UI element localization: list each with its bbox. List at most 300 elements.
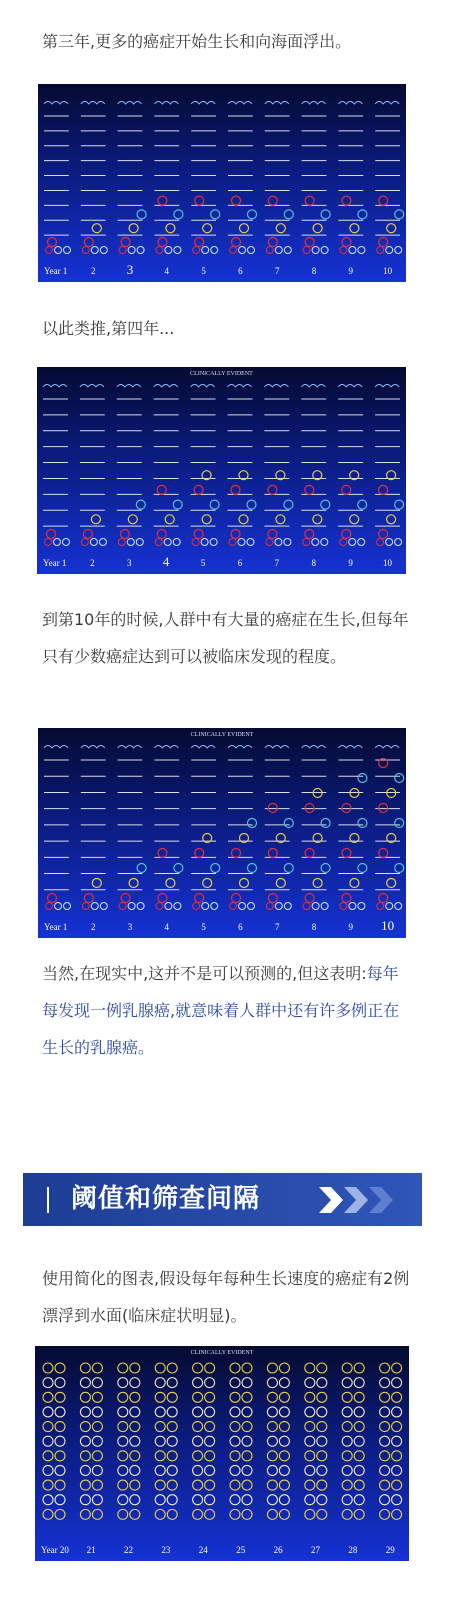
tumor-circle: [205, 1480, 215, 1490]
tumor-circle: [193, 1495, 203, 1505]
tumor-circle: [165, 515, 174, 524]
x-axis-label: 2: [90, 558, 95, 568]
tumor-circle: [192, 539, 199, 546]
tumor-circle: [305, 804, 314, 813]
tumor-circle: [354, 1407, 364, 1417]
tumor-circle: [379, 849, 388, 858]
x-axis-label: 10: [383, 558, 393, 568]
tumor-circle: [194, 485, 203, 494]
wave-mark: [81, 102, 105, 105]
x-axis-label: Year 1: [44, 922, 68, 932]
tumor-circle: [92, 1436, 102, 1446]
tumor-circle: [380, 1480, 390, 1490]
x-axis-label: Year 1: [43, 558, 67, 568]
tumor-circle: [392, 1451, 402, 1461]
wave-mark: [338, 102, 362, 105]
tumor-circle: [80, 1422, 90, 1432]
tumor-circle: [317, 1436, 327, 1446]
tumor-circle: [247, 500, 256, 509]
tumor-circle: [279, 1422, 289, 1432]
tumor-circle: [167, 1436, 177, 1446]
figure-heading-clinically-evident: CLINICALLY EVIDENT: [190, 1350, 254, 1356]
tumor-circle: [386, 539, 393, 546]
tumor-circle: [395, 210, 404, 219]
tumor-circle: [387, 789, 396, 798]
tumor-circle: [230, 1509, 240, 1519]
tumor-circle: [118, 1480, 128, 1490]
tumor-circle: [276, 515, 285, 524]
tumor-circle: [167, 1495, 177, 1505]
tumor-circle: [232, 894, 241, 903]
tumor-circle: [193, 1465, 203, 1475]
tumor-circle: [155, 1465, 165, 1475]
tumor-circle: [118, 539, 125, 546]
tumor-circle: [380, 1509, 390, 1519]
tumor-circle: [157, 530, 166, 539]
tumor-circle: [321, 903, 328, 910]
tumor-circle: [267, 1509, 277, 1519]
tumor-circle: [195, 238, 204, 247]
wave-mark: [191, 102, 215, 105]
tumor-circle: [83, 530, 92, 539]
tumor-circle: [342, 1509, 352, 1519]
tumor-circle: [276, 224, 285, 233]
tumor-circle: [342, 1422, 352, 1432]
figure-heading-clinically-evident: CLINICALLY EVIDENT: [190, 371, 253, 377]
tumor-circle: [118, 1495, 128, 1505]
tumor-circle: [395, 819, 404, 828]
tumor-circle: [284, 210, 293, 219]
tumor-circle: [232, 849, 241, 858]
tumor-circle: [92, 1480, 102, 1490]
tumor-circle: [167, 1363, 177, 1373]
tumor-circle: [43, 1422, 53, 1432]
paragraph-year-three: 第三年,更多的癌症开始生长和向海面浮出。: [42, 32, 352, 51]
tumor-circle: [210, 500, 219, 509]
tumor-circle: [231, 530, 240, 539]
wave-mark: [375, 385, 399, 388]
tumor-circle: [205, 1509, 215, 1519]
tumor-circle: [242, 1509, 252, 1519]
tumor-circle: [354, 1509, 364, 1519]
wave-mark: [44, 746, 68, 749]
tumor-circle: [211, 210, 220, 219]
tumor-circle: [43, 1509, 53, 1519]
tumor-circle: [317, 1509, 327, 1519]
tumor-circle: [239, 903, 246, 910]
tumor-circle: [392, 1509, 402, 1519]
tumor-circle: [358, 819, 367, 828]
tumor-circle: [118, 1465, 128, 1475]
tumor-circle: [379, 804, 388, 813]
wave-mark: [264, 385, 288, 388]
tumor-circle: [242, 1480, 252, 1490]
tumor-circle: [43, 1451, 53, 1461]
wave-mark: [375, 102, 399, 105]
tumor-circle: [386, 247, 393, 254]
tumor-circle: [130, 1378, 140, 1388]
tumor-circle: [229, 539, 236, 546]
x-axis-label: 10: [381, 918, 395, 933]
tumor-circle: [167, 1509, 177, 1519]
tumor-circle: [266, 903, 273, 910]
tumor-circle: [205, 1392, 215, 1402]
tumor-circle: [45, 539, 52, 546]
x-axis-label: 6: [237, 558, 243, 568]
tumor-circle: [92, 1422, 102, 1432]
tumor-circle: [46, 247, 53, 254]
tumor-circle: [232, 196, 241, 205]
tumor-circle: [55, 1495, 65, 1505]
tumor-circle: [392, 1407, 402, 1417]
paragraph-year-four: 以此类推,第四年...: [42, 319, 175, 338]
tumor-circle: [128, 247, 135, 254]
tumor-circle: [130, 1465, 140, 1475]
figure-heading-clinically-evident: CLINICALLY EVIDENT: [190, 732, 254, 738]
tumor-circle: [386, 903, 393, 910]
tumor-circle: [155, 1480, 165, 1490]
tumor-circle: [194, 530, 203, 539]
wave-mark: [191, 385, 215, 388]
tumor-circle: [202, 247, 209, 254]
tumor-growth-figure-year-10: [38, 728, 406, 938]
tumor-circle: [350, 515, 359, 524]
tumor-circle: [55, 1451, 65, 1461]
x-axis-label: 2: [90, 266, 96, 276]
tumor-circle: [242, 1436, 252, 1446]
tumor-circle: [80, 1509, 90, 1519]
tumor-circle: [317, 1465, 327, 1475]
tumor-circle: [211, 864, 220, 873]
tumor-circle: [387, 224, 396, 233]
tumor-circle: [317, 1363, 327, 1373]
tumor-circle: [305, 1422, 315, 1432]
tumor-circle: [137, 864, 146, 873]
tumor-circle: [354, 1392, 364, 1402]
tumor-circle: [275, 539, 282, 546]
tumor-circle: [118, 1422, 128, 1432]
section-banner: [23, 1173, 422, 1226]
tumor-circle: [247, 539, 254, 546]
tumor-circle: [284, 247, 291, 254]
tumor-circle: [81, 539, 88, 546]
tumor-circle: [242, 1495, 252, 1505]
tumor-circle: [55, 1392, 65, 1402]
x-axis-label: Year 20: [41, 1545, 69, 1555]
tumor-circle: [195, 849, 204, 858]
tumor-circle: [350, 224, 359, 233]
tumor-circle: [266, 247, 273, 254]
tumor-circle: [358, 247, 365, 254]
chevron-right-icon: [317, 1185, 397, 1215]
tumor-circle: [80, 1407, 90, 1417]
tumor-circle: [205, 1407, 215, 1417]
x-axis-label: 10: [383, 266, 393, 276]
x-axis-label: 7: [274, 558, 280, 568]
tumor-circle: [395, 864, 404, 873]
tumor-circle: [358, 774, 367, 783]
tumor-circle: [380, 1495, 390, 1505]
tumor-circle: [358, 903, 365, 910]
conclusion-plain-text: 当然,在现实中,这并不是可以预测的,但这表明:: [42, 964, 367, 983]
tumor-circle: [268, 196, 277, 205]
tumor-circle: [157, 485, 166, 494]
tumor-circle: [120, 530, 129, 539]
tumor-circle: [130, 1509, 140, 1519]
tumor-circle: [377, 539, 384, 546]
x-axis-label: 5: [200, 558, 206, 568]
tumor-circle: [82, 903, 89, 910]
wave-mark: [302, 102, 326, 105]
tumor-circle: [167, 1407, 177, 1417]
tumor-circle: [340, 247, 347, 254]
tumor-circle: [392, 1392, 402, 1402]
tumor-circle: [354, 1495, 364, 1505]
tumor-circle: [193, 1407, 203, 1417]
tumor-circle: [248, 210, 257, 219]
tumor-circle: [80, 1436, 90, 1446]
tumor-circle: [193, 1480, 203, 1490]
tumor-circle: [205, 1451, 215, 1461]
tumor-circle: [350, 879, 359, 888]
tumor-circle: [165, 247, 172, 254]
tumor-circle: [340, 539, 347, 546]
tumor-circle: [354, 1378, 364, 1388]
tumor-circle: [284, 903, 291, 910]
tumor-circle: [155, 1436, 165, 1446]
tumor-circle: [202, 515, 211, 524]
tumor-circle: [55, 1465, 65, 1475]
tumor-circle: [240, 879, 249, 888]
tumor-circle: [137, 903, 144, 910]
tumor-circle: [193, 1363, 203, 1373]
tumor-circle: [82, 247, 89, 254]
tumor-circle: [379, 894, 388, 903]
x-axis-label: 26: [273, 1545, 283, 1555]
tumor-circle: [129, 879, 138, 888]
tumor-growth-figure-year-3: [38, 84, 406, 282]
x-axis-label: 5: [201, 922, 206, 932]
tumor-circle: [155, 1451, 165, 1461]
tumor-circle: [158, 196, 167, 205]
tumor-circle: [321, 539, 328, 546]
x-axis-label: 7: [274, 922, 280, 932]
tumor-circle: [379, 530, 388, 539]
tumor-circle: [118, 1436, 128, 1446]
conclusion-highlight-text: 每年每发现一例乳腺癌,就意味着人群中还有许多例正在生长的乳腺癌。: [42, 964, 400, 1057]
tumor-circle: [380, 1363, 390, 1373]
x-axis-label: 6: [238, 266, 243, 276]
x-axis-label: 21: [86, 1545, 96, 1555]
tumor-circle: [268, 849, 277, 858]
tumor-circle: [392, 1422, 402, 1432]
tumor-circle: [129, 224, 138, 233]
tumor-circle: [305, 530, 314, 539]
wave-mark: [43, 385, 67, 388]
tumor-circle: [349, 247, 356, 254]
tumor-circle: [276, 879, 285, 888]
tumor-circle: [354, 1422, 364, 1432]
x-axis-label: 2: [90, 922, 96, 932]
tumor-circle: [395, 247, 402, 254]
tumor-circle: [167, 1392, 177, 1402]
tumor-circle: [230, 1363, 240, 1373]
tumor-circle: [279, 1509, 289, 1519]
tumor-circle: [317, 1422, 327, 1432]
tumor-circle: [392, 1480, 402, 1490]
wave-mark: [117, 385, 141, 388]
tumor-circle: [230, 1465, 240, 1475]
tumor-circle: [130, 1422, 140, 1432]
tumor-circle: [118, 1407, 128, 1417]
tumor-circle: [211, 903, 218, 910]
tumor-circle: [268, 485, 277, 494]
wave-mark: [265, 102, 289, 105]
tumor-circle: [377, 247, 384, 254]
tumor-circle: [46, 903, 53, 910]
x-axis-label: 4: [162, 554, 170, 569]
x-axis-label: 29: [385, 1545, 395, 1555]
x-axis-label: 9: [348, 558, 353, 568]
tumor-circle: [395, 539, 402, 546]
tumor-circle: [230, 1451, 240, 1461]
x-axis-label: 3: [127, 558, 132, 568]
tumor-circle: [239, 247, 246, 254]
tumor-circle: [342, 238, 351, 247]
tumor-circle: [305, 1436, 315, 1446]
tumor-circle: [312, 247, 319, 254]
tumor-circle: [63, 539, 70, 546]
banner-divider: [47, 1187, 49, 1213]
tumor-circle: [240, 224, 249, 233]
tumor-circle: [284, 539, 291, 546]
tumor-circle: [201, 539, 208, 546]
tumor-circle: [43, 1407, 53, 1417]
tumor-circle: [92, 1378, 102, 1388]
tumor-circle: [230, 1407, 240, 1417]
tumor-circle: [305, 196, 314, 205]
x-axis-label: 8: [311, 266, 317, 276]
wave-mark: [338, 385, 362, 388]
tumor-circle: [303, 903, 310, 910]
x-axis-label: 3: [126, 262, 134, 277]
tumor-circle: [156, 247, 163, 254]
tumor-circle: [267, 1495, 277, 1505]
tumor-circle: [317, 1378, 327, 1388]
tumor-circle: [193, 1509, 203, 1519]
x-axis-label: 8: [311, 922, 317, 932]
tumor-circle: [43, 1495, 53, 1505]
tumor-circle: [80, 1363, 90, 1373]
x-axis-label: 7: [274, 266, 280, 276]
tumor-circle: [167, 1378, 177, 1388]
tumor-circle: [354, 1436, 364, 1446]
tumor-circle: [55, 903, 62, 910]
tumor-circle: [130, 1392, 140, 1402]
x-axis-label: 25: [236, 1545, 246, 1555]
tumor-circle: [279, 1451, 289, 1461]
tumor-circle: [380, 1392, 390, 1402]
tumor-circle: [313, 789, 322, 798]
tumor-circle: [80, 1451, 90, 1461]
tumor-circle: [92, 1465, 102, 1475]
tumor-circle: [130, 1436, 140, 1446]
tumor-circle: [317, 1407, 327, 1417]
tumor-circle: [193, 1451, 203, 1461]
tumor-circle: [158, 894, 167, 903]
tumor-circle: [266, 539, 273, 546]
tumor-circle: [99, 539, 106, 546]
tumor-circle: [380, 1451, 390, 1461]
tumor-circle: [167, 1465, 177, 1475]
tumor-circle: [92, 879, 101, 888]
tumor-circle: [64, 247, 71, 254]
tumor-circle: [268, 804, 277, 813]
tumor-circle: [80, 1480, 90, 1490]
tumor-circle: [92, 1363, 102, 1373]
tumor-circle: [55, 1480, 65, 1490]
tumor-circle: [242, 1378, 252, 1388]
paragraph-year-ten: 到第10年的时候,人群中有大量的癌症在生长,但每年只有少数癌症达到可以被临床发现的程度。: [42, 610, 409, 666]
tumor-circle: [165, 903, 172, 910]
tumor-circle: [342, 1436, 352, 1446]
tumor-circle: [92, 1392, 102, 1402]
wave-mark: [191, 746, 215, 749]
tumor-circle: [312, 903, 319, 910]
tumor-circle: [55, 1436, 65, 1446]
tumor-circle: [342, 485, 351, 494]
wave-mark: [301, 385, 325, 388]
wave-mark: [228, 746, 252, 749]
tumor-circle: [155, 1509, 165, 1519]
tumor-circle: [349, 903, 356, 910]
tumor-circle: [80, 1392, 90, 1402]
tumor-circle: [205, 1422, 215, 1432]
tumor-circle: [380, 1465, 390, 1475]
tumor-circle: [210, 539, 217, 546]
tumor-circle: [279, 1363, 289, 1373]
tumor-circle: [130, 1480, 140, 1490]
x-axis-label: 23: [161, 1545, 171, 1555]
tumor-circle: [317, 1480, 327, 1490]
tumor-circle: [155, 1407, 165, 1417]
tumor-circle: [279, 1480, 289, 1490]
tumor-circle: [275, 903, 282, 910]
tumor-circle: [358, 864, 367, 873]
tumor-circle: [305, 1509, 315, 1519]
tumor-circle: [242, 1465, 252, 1475]
tumor-circle: [43, 1392, 53, 1402]
tumor-growth-figure-years-20-29: [35, 1346, 409, 1561]
tumor-circle: [91, 903, 98, 910]
tumor-circle: [130, 1363, 140, 1373]
tumor-circle: [380, 1422, 390, 1432]
tumor-circle: [92, 224, 101, 233]
tumor-circle: [166, 224, 175, 233]
tumor-circle: [205, 1495, 215, 1505]
tumor-circle: [166, 879, 175, 888]
tumor-circle: [90, 539, 97, 546]
tumor-circle: [238, 539, 245, 546]
tumor-circle: [358, 539, 365, 546]
tumor-circle: [55, 1407, 65, 1417]
tumor-circle: [313, 224, 322, 233]
tumor-circle: [354, 1480, 364, 1490]
x-axis-label: 4: [164, 922, 170, 932]
tumor-circle: [317, 1451, 327, 1461]
tumor-circle: [248, 903, 255, 910]
tumor-circle: [395, 903, 402, 910]
